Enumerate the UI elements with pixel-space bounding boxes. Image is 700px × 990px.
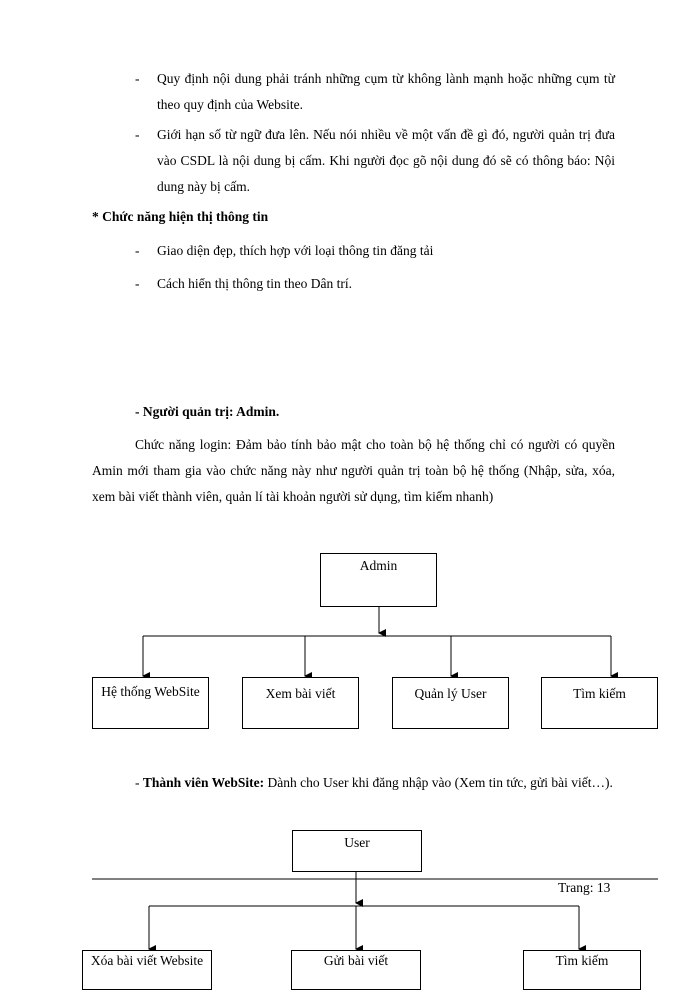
member-paragraph: [92, 770, 615, 796]
page-number: Trang: 13: [558, 880, 611, 895]
display-section-title: * Chức năng hiện thị thông tin: [92, 209, 269, 224]
user-child-delete-posts: Xóa bài viết Website: [82, 950, 212, 990]
bullet-dash: -: [135, 243, 140, 258]
display-bullet-1: Giao diện đẹp, thích hợp với loại thông tin đăng tải: [157, 243, 434, 258]
admin-root-box: Admin: [320, 553, 437, 607]
admin-paragraph: Chức năng login: Đảm bảo tính bảo mật cho toàn bộ hệ thống chỉ có người có quyền Amin mới tham gia vào chức năng này như người quản trị toàn bộ hệ thống (Nhập, sửa, xóa, xem bài viết thành viên, quản lí tài khoản người sử dụng, tìm kiếm nhanh): [92, 437, 615, 504]
admin-child-user-management: Quản lý User: [392, 677, 509, 729]
user-child-search: Tìm kiếm: [523, 950, 641, 990]
bullet-dash: -: [135, 71, 140, 86]
member-prefix: -: [135, 775, 143, 790]
member-title: Thành viên WebSite:: [142, 775, 265, 790]
user-child-submit-post: Gửi bài viết: [291, 950, 421, 990]
admin-section-title: - Người quản trị: Admin.: [135, 404, 280, 419]
member-text: Dành cho User khi đăng nhập vào (Xem tin tức, gửi bài viết…).: [264, 775, 613, 790]
moderation-bullet-1: Quy định nội dung phải tránh những cụm từ không lành mạnh hoặc những cụm từ theo quy định của Website.: [157, 71, 615, 112]
admin-child-website: Hệ thống WebSite: [92, 677, 209, 729]
bullet-dash: -: [135, 127, 140, 142]
admin-child-view-posts: Xem bài viết: [242, 677, 359, 729]
admin-child-search: Tìm kiếm: [541, 677, 658, 729]
user-root-box: User: [292, 830, 422, 872]
moderation-bullet-2: Giới hạn số từ ngữ đưa lên. Nếu nói nhiều về một vấn đề gì đó, người quản trị đưa vào CSDL là nội dung bị cấm. Khi người đọc gõ nội dung đó sẽ có thông báo: Nội dung này bị cấm.: [157, 127, 615, 194]
bullet-dash: -: [135, 276, 140, 291]
display-bullet-2: Cách hiển thị thông tin theo Dân trí.: [157, 276, 352, 291]
